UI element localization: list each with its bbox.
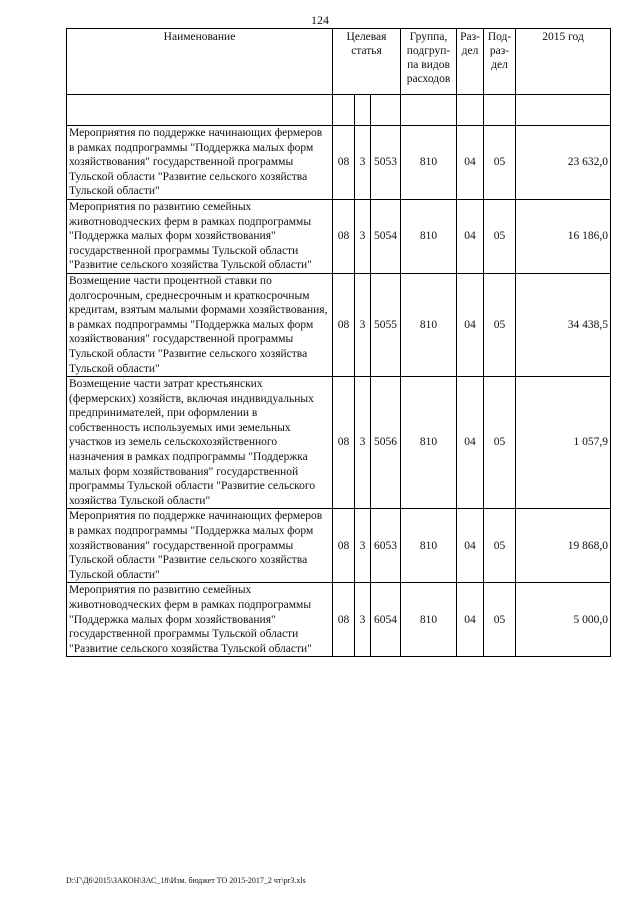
row-section: 04 bbox=[457, 273, 484, 376]
row-name: Возмещение части затрат крестьянских (фермерских) хозяйств, включая индивидуальных предпринимателей, при оформлении в собственность используемых ими земельных участков из земель сельскохозяйственного назначения в рамках подпрограммы "Поддержка малых форм хозяйствования" государственной программы Тульской области "Развитие сельского хозяйства Тульской области" bbox=[67, 377, 333, 509]
row-amount: 23 632,0 bbox=[516, 126, 611, 200]
header-subsection: Под-раз-дел bbox=[484, 29, 516, 95]
row-article-program: 08 bbox=[333, 509, 355, 583]
row-section: 04 bbox=[457, 509, 484, 583]
table-header-row bbox=[67, 29, 611, 95]
row-article-code: 5054 bbox=[371, 199, 401, 273]
table-row bbox=[67, 126, 611, 200]
row-article-program: 08 bbox=[333, 273, 355, 376]
table-row bbox=[67, 377, 611, 509]
row-amount: 16 186,0 bbox=[516, 199, 611, 273]
row-article-subprogram: 3 bbox=[355, 377, 371, 509]
row-section: 04 bbox=[457, 126, 484, 200]
row-article-code: 5053 bbox=[371, 126, 401, 200]
row-article-program: 08 bbox=[333, 583, 355, 657]
row-article-program: 08 bbox=[333, 377, 355, 509]
row-article-subprogram: 3 bbox=[355, 199, 371, 273]
row-article-subprogram: 3 bbox=[355, 583, 371, 657]
row-expense-group: 810 bbox=[401, 509, 457, 583]
row-section: 04 bbox=[457, 583, 484, 657]
row-expense-group: 810 bbox=[401, 583, 457, 657]
row-article-subprogram: 3 bbox=[355, 509, 371, 583]
row-expense-group: 810 bbox=[401, 126, 457, 200]
row-name: Мероприятия по поддержке начинающих фермеров в рамках подпрограммы "Поддержка малых форм хозяйствования" государственной программы Тульской области "Развитие сельского хозяйства Тульской области" bbox=[67, 126, 333, 200]
row-article-code: 6054 bbox=[371, 583, 401, 657]
row-article-subprogram: 3 bbox=[355, 273, 371, 376]
row-subsection: 05 bbox=[484, 273, 516, 376]
row-name: Мероприятия по поддержке начинающих фермеров в рамках подпрограммы "Поддержка малых форм хозяйствования" государственной программы Тульской области "Развитие сельского хозяйства Тульской области" bbox=[67, 509, 333, 583]
row-expense-group: 810 bbox=[401, 273, 457, 376]
file-path-footer: D:\Г\Д6\2015\ЗАКОН\ЗАС_18\Изм. бюджет ТО 2015-2017_2 чт\pr3.xls bbox=[66, 876, 306, 885]
row-article-program: 08 bbox=[333, 126, 355, 200]
row-subsection: 05 bbox=[484, 377, 516, 509]
header-section: Раз-дел bbox=[457, 29, 484, 95]
header-expense-group: Группа, подгруп-па видов расходов bbox=[401, 29, 457, 95]
row-article-subprogram: 3 bbox=[355, 126, 371, 200]
row-subsection: 05 bbox=[484, 199, 516, 273]
table-row bbox=[67, 199, 611, 273]
header-name: Наименование bbox=[67, 29, 333, 95]
row-amount: 34 438,5 bbox=[516, 273, 611, 376]
row-amount: 19 868,0 bbox=[516, 509, 611, 583]
row-section: 04 bbox=[457, 199, 484, 273]
row-subsection: 05 bbox=[484, 509, 516, 583]
row-expense-group: 810 bbox=[401, 377, 457, 509]
budget-table bbox=[66, 28, 611, 657]
table-spacer-row bbox=[67, 95, 611, 126]
table-row bbox=[67, 583, 611, 657]
table-row bbox=[67, 509, 611, 583]
header-year: 2015 год bbox=[516, 29, 611, 95]
row-section: 04 bbox=[457, 377, 484, 509]
row-article-code: 5055 bbox=[371, 273, 401, 376]
row-article-program: 08 bbox=[333, 199, 355, 273]
table-row bbox=[67, 273, 611, 376]
row-name: Возмещение части процентной ставки по долгосрочным, среднесрочным и краткосрочным кредитам, взятым малыми формами хозяйствования, в рамках подпрограммы "Поддержка малых форм хозяйствования" государственной программы Тульской области "Развитие сельского хозяйства Тульской области" bbox=[67, 273, 333, 376]
row-expense-group: 810 bbox=[401, 199, 457, 273]
header-target-article: Целевая статья bbox=[333, 29, 401, 95]
row-name: Мероприятия по развитию семейных животноводческих ферм в рамках подпрограммы "Поддержка малых форм хозяйствования" государственной программы Тульской области "Развитие сельского хозяйства Тульской области" bbox=[67, 199, 333, 273]
row-subsection: 05 bbox=[484, 126, 516, 200]
page-number: 124 bbox=[311, 13, 329, 27]
row-article-code: 6053 bbox=[371, 509, 401, 583]
row-article-code: 5056 bbox=[371, 377, 401, 509]
row-amount: 5 000,0 bbox=[516, 583, 611, 657]
row-name: Мероприятия по развитию семейных животноводческих ферм в рамках подпрограммы "Поддержка малых форм хозяйствования" государственной программы Тульской области "Развитие сельского хозяйства Тульской области" bbox=[67, 583, 333, 657]
row-subsection: 05 bbox=[484, 583, 516, 657]
row-amount: 1 057,9 bbox=[516, 377, 611, 509]
